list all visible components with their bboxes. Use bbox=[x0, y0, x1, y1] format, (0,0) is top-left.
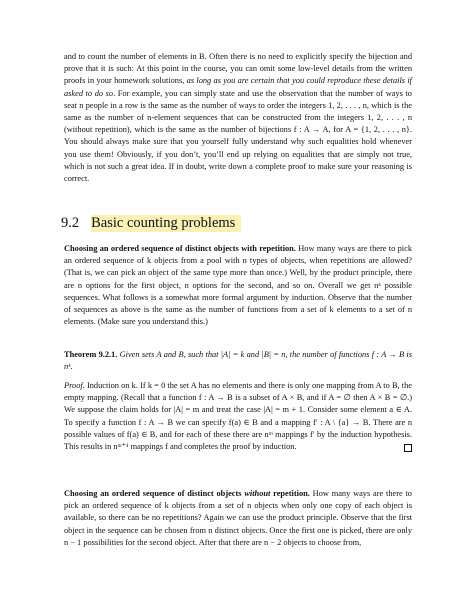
text-line: . For example, you bbox=[113, 88, 178, 98]
text-line: function f : A → B we can specify f(a) ∈ B and a mapping f′ : A \ {a} → B. There bbox=[108, 417, 393, 427]
text-line: by induction. bbox=[252, 442, 297, 452]
text-line: the same type more than once.) Well, by the product principle, there are n options bbox=[64, 268, 412, 290]
emphasis-text: without bbox=[244, 489, 271, 498]
section-title: Basic counting problems bbox=[91, 215, 241, 232]
text-line: |A| = m and treat the case |A| = m + 1. Consider some element a ∈ A. To specify a bbox=[64, 405, 412, 427]
text-line: be chosen from n distinct objects. Once the first one is picked, there are only n − 1 bbox=[64, 525, 413, 547]
theorem-label: Theorem 9.2.1. bbox=[64, 350, 118, 359]
text-line: is the same as the number of n-element sequences that can be constructed from the bbox=[64, 100, 412, 123]
text-line: a great idea. If in doubt, write down a complete proof to make sure your reasoning bbox=[125, 161, 405, 171]
text-line: are n possible values of f(a) ∈ B, and for each of these there are nᵐ mappings f′ by bbox=[64, 417, 413, 439]
qed-square-icon bbox=[404, 444, 412, 452]
text-line: subset of A × B, and if A = ∅ then A × B = ∅.) We suppose the claim holds for bbox=[64, 393, 412, 415]
text-line: How bbox=[298, 244, 315, 253]
subsection-without-repetition bbox=[64, 488, 412, 549]
text-line: Induction on k. If k = 0 the set A has no elements and there is only one bbox=[86, 381, 325, 390]
text-line: How bbox=[312, 489, 329, 498]
text-line: mapping from A to B, the empty mapping. (Recall that a function f : A → B is a bbox=[64, 381, 412, 403]
text-line: low-level details from the written proofs in your homework solutions, bbox=[64, 64, 412, 86]
intro-paragraph bbox=[64, 51, 412, 185]
text-line: for the first object, n options for the second, and so on. Overall we get nᵏ possible bbox=[114, 280, 412, 290]
emphasis-text: as long as you bbox=[186, 76, 236, 86]
text-line: f : A → A, for A = {1, 2, . . . , n}. You should always make sure that you yourself bbox=[64, 125, 412, 147]
proof-block bbox=[64, 380, 412, 453]
proof-label: Proof. bbox=[64, 381, 85, 390]
text-line: can simply state and use the observation that the number of ways to seat n people bbox=[64, 88, 412, 110]
text-line: when only one copy of each object is available, so there can be no repetitions? Again bbox=[64, 501, 413, 523]
subsection-heading: Choosing an ordered sequence of distinct objects without repetition. bbox=[64, 489, 310, 498]
text-line: possibilities for the second object. After that there are n − 2 objects to choose from, bbox=[83, 537, 362, 547]
text-line: many ways are there to pick an ordered sequence of k objects from a set of n objects bbox=[64, 489, 412, 511]
section-heading bbox=[61, 214, 241, 232]
text-line: sequences. What follows is a somewhat more formal argument by induction. Observe bbox=[64, 292, 356, 302]
text-line: the induction hypothesis. This results in nᵐ⁺¹ mappings f and completes the proof bbox=[64, 429, 412, 452]
text-line: integers 1, 2, . . . , n (without repetition), which is the same as the number of bijections bbox=[64, 113, 413, 135]
theorem-block bbox=[64, 349, 412, 373]
text-line: don’t, you’ll end up relying on equalities that are simply not true, which is not such bbox=[64, 149, 412, 171]
text-line: many ways are there to pick an ordered sequence of k objects from a pool with n bbox=[64, 244, 413, 266]
text-line: fully understand why such equalities hold whenever you use them! Obviously, if you bbox=[64, 137, 412, 159]
theorem-text: functions f : A → B is nᵏ. bbox=[64, 350, 412, 372]
subsection-heading: Choosing an ordered sequence of distinct objects with repetition. bbox=[64, 244, 296, 253]
emphasis-text: are certain that you could reproduce these details if asked to do so bbox=[64, 76, 412, 98]
text-line: is correct. bbox=[64, 161, 412, 184]
subsection-with-repetition bbox=[64, 243, 412, 328]
section-number: 9.2 bbox=[61, 215, 80, 231]
text-line: types of objects, when repetitions are allowed? (That is, we can pick an object of bbox=[64, 256, 412, 278]
text-line: in a row is the same as the number of ways to order the integers 1, 2, . . . , n, which bbox=[110, 100, 392, 110]
text-line: the bijection and prove that it is such: At this point in the course, you can omit some bbox=[64, 52, 413, 74]
text-line: a set of k elements to a set of n elements. (Make sure you understand this.) bbox=[64, 305, 412, 327]
theorem-text: Given sets A and B, such that |A| = k and |B| = n, the number of bbox=[119, 350, 337, 359]
text-line: we can use the product principle. Observe that the first object in the sequence can bbox=[64, 513, 413, 535]
text-line: that the number of sequences as above is the same as the number of functions from bbox=[64, 292, 412, 315]
text-line: and to count the number of elements in B. Often there is no need to explicitly specify bbox=[64, 52, 354, 61]
